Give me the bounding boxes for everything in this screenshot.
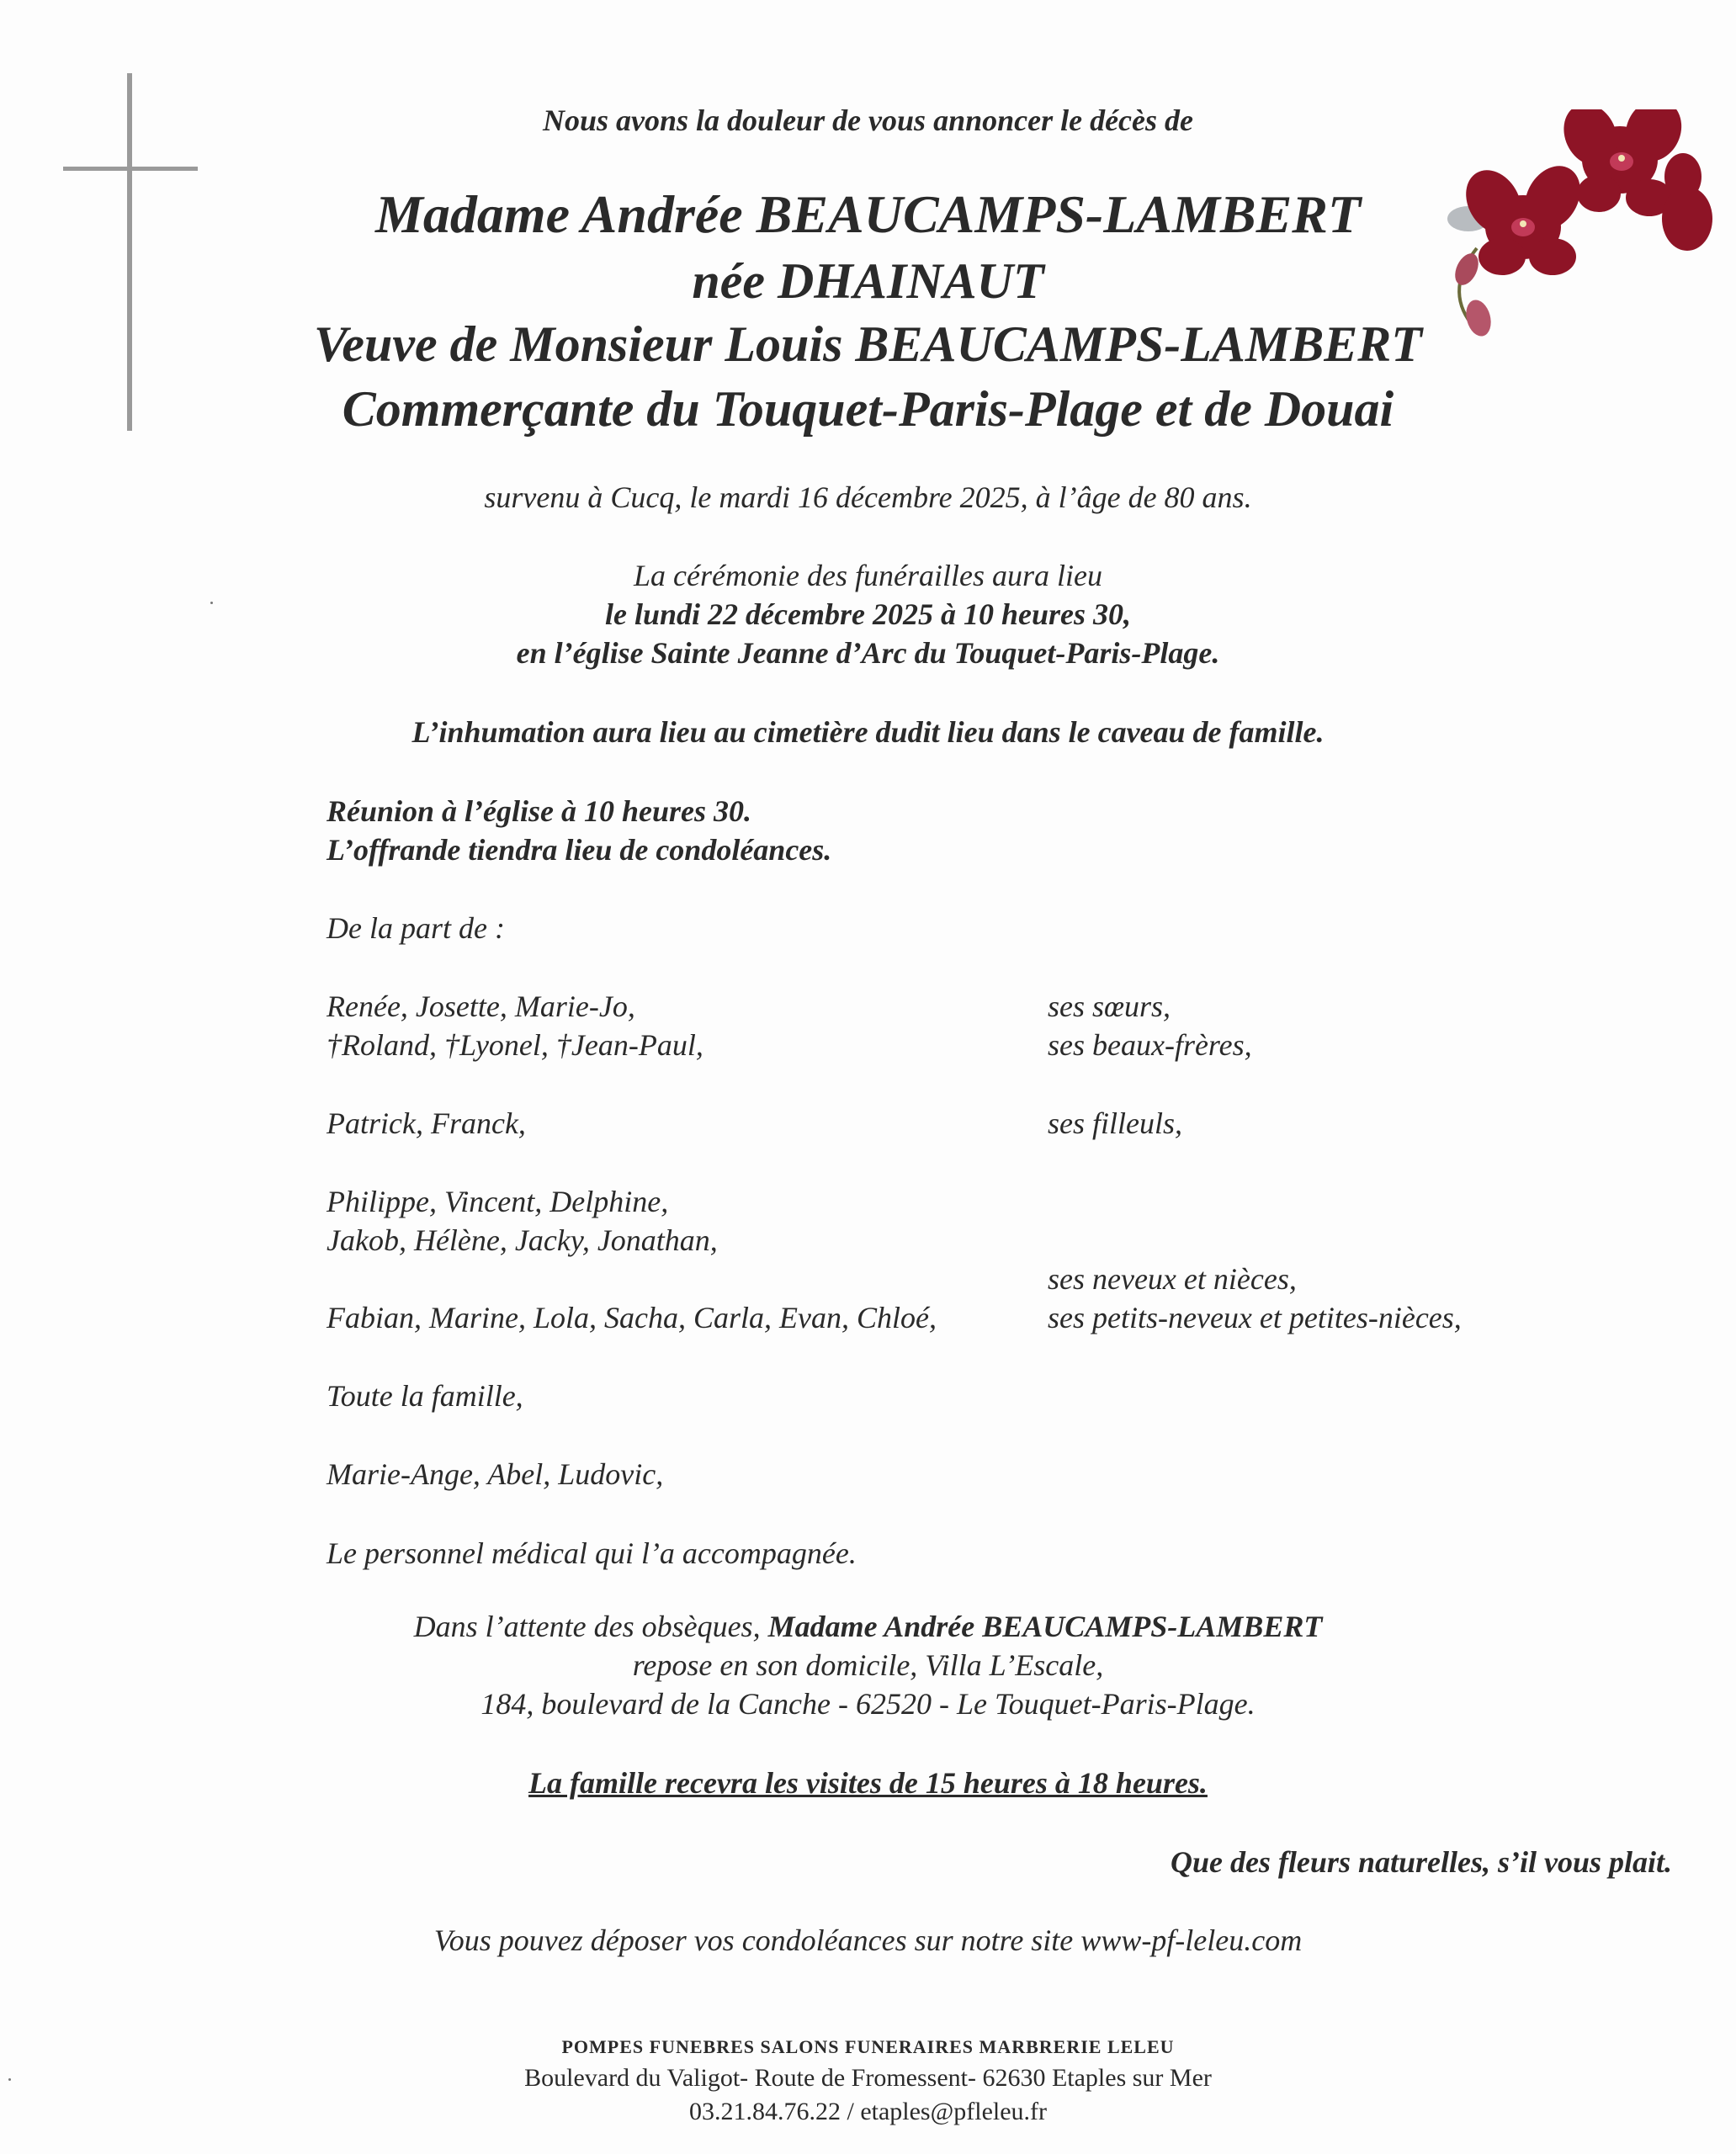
flowers-notice: Que des fleurs naturelles, s’il vous plait. <box>1170 1845 1672 1879</box>
family-names: Renée, Josette, Marie-Jo, <box>326 989 635 1023</box>
family-names: Jakob, Hélène, Jacky, Jonathan, <box>326 1223 718 1257</box>
family-relation: ses sœurs, <box>1048 989 1171 1023</box>
scan-speck <box>210 602 213 604</box>
ceremony-intro: La cérémonie des funérailles aura lieu <box>634 559 1102 592</box>
footer-address: Boulevard du Valigot- Route de Fromessent- 62630 Etaples sur Mer <box>524 2064 1212 2092</box>
cross-horizontal-bar <box>63 167 198 171</box>
repose-line-1 <box>0 1609 1736 1644</box>
family-names: Philippe, Vincent, Delphine, <box>326 1185 669 1218</box>
offrande-line: L’offrande tiendra lieu de condoléances. <box>326 833 832 867</box>
footer-contact: 03.21.84.76.22 / etaples@pfleleu.fr <box>688 2098 1048 2125</box>
repose-name: Madame Andrée BEAUCAMPS-LAMBERT <box>767 1610 1323 1643</box>
intro-line: Nous avons la douleur de vous annoncer le décès de <box>543 103 1193 137</box>
visits-notice: La famille recevra les visites de 15 heures à 18 heures. <box>528 1766 1208 1800</box>
footer-company: POMPES FUNEBRES SALONS FUNERAIRES MARBRERIE LELEU <box>561 2036 1175 2057</box>
maiden-name: née DHAINAUT <box>692 253 1044 309</box>
family-names: Patrick, Franck, <box>326 1106 526 1140</box>
deceased-name: Madame Andrée BEAUCAMPS-LAMBERT <box>374 184 1362 244</box>
repose-prefix: Dans l’attente des obsèques, <box>413 1610 761 1643</box>
family-intro: De la part de : <box>326 911 505 945</box>
scan-speck <box>8 2078 11 2081</box>
repose-address: 184, boulevard de la Canche - 62520 - Le Touquet-Paris-Plage. <box>480 1687 1256 1721</box>
family-names: Le personnel médical qui l’a accompagnée. <box>326 1536 857 1570</box>
widow-line: Veuve de Monsieur Louis BEAUCAMPS-LAMBERT <box>314 316 1422 372</box>
family-relation: ses filleuls, <box>1048 1106 1182 1140</box>
family-names: Fabian, Marine, Lola, Sacha, Carla, Evan, Chloé, <box>326 1301 937 1334</box>
family-relation: ses beaux-frères, <box>1048 1028 1252 1062</box>
family-names: †Roland, †Lyonel, †Jean-Paul, <box>326 1028 703 1062</box>
reunion-line: Réunion à l’église à 10 heures 30. <box>326 794 752 828</box>
ceremony-date: le lundi 22 décembre 2025 à 10 heures 30, <box>605 597 1131 631</box>
condolences-notice: Vous pouvez déposer vos condoléances sur notre site www-pf-leleu.com <box>433 1923 1303 1957</box>
inhumation-line: L’inhumation aura lieu au cimetière dudit lieu dans le caveau de famille. <box>411 715 1325 749</box>
death-details: survenu à Cucq, le mardi 16 décembre 2025, à l’âge de 80 ans. <box>484 480 1252 514</box>
family-names: Toute la famille, <box>326 1379 523 1413</box>
profession-line: Commerçante du Touquet-Paris-Plage et de Douai <box>342 381 1394 437</box>
family-names: Marie-Ange, Abel, Ludovic, <box>326 1457 664 1491</box>
family-relation: ses petits-neveux et petites-nièces, <box>1048 1301 1462 1334</box>
repose-line-2: repose en son domicile, Villa L’Escale, <box>632 1648 1104 1682</box>
family-relation: ses neveux et nièces, <box>1048 1262 1297 1296</box>
ceremony-place: en l’église Sainte Jeanne d’Arc du Touquet-Paris-Plage. <box>516 636 1220 670</box>
